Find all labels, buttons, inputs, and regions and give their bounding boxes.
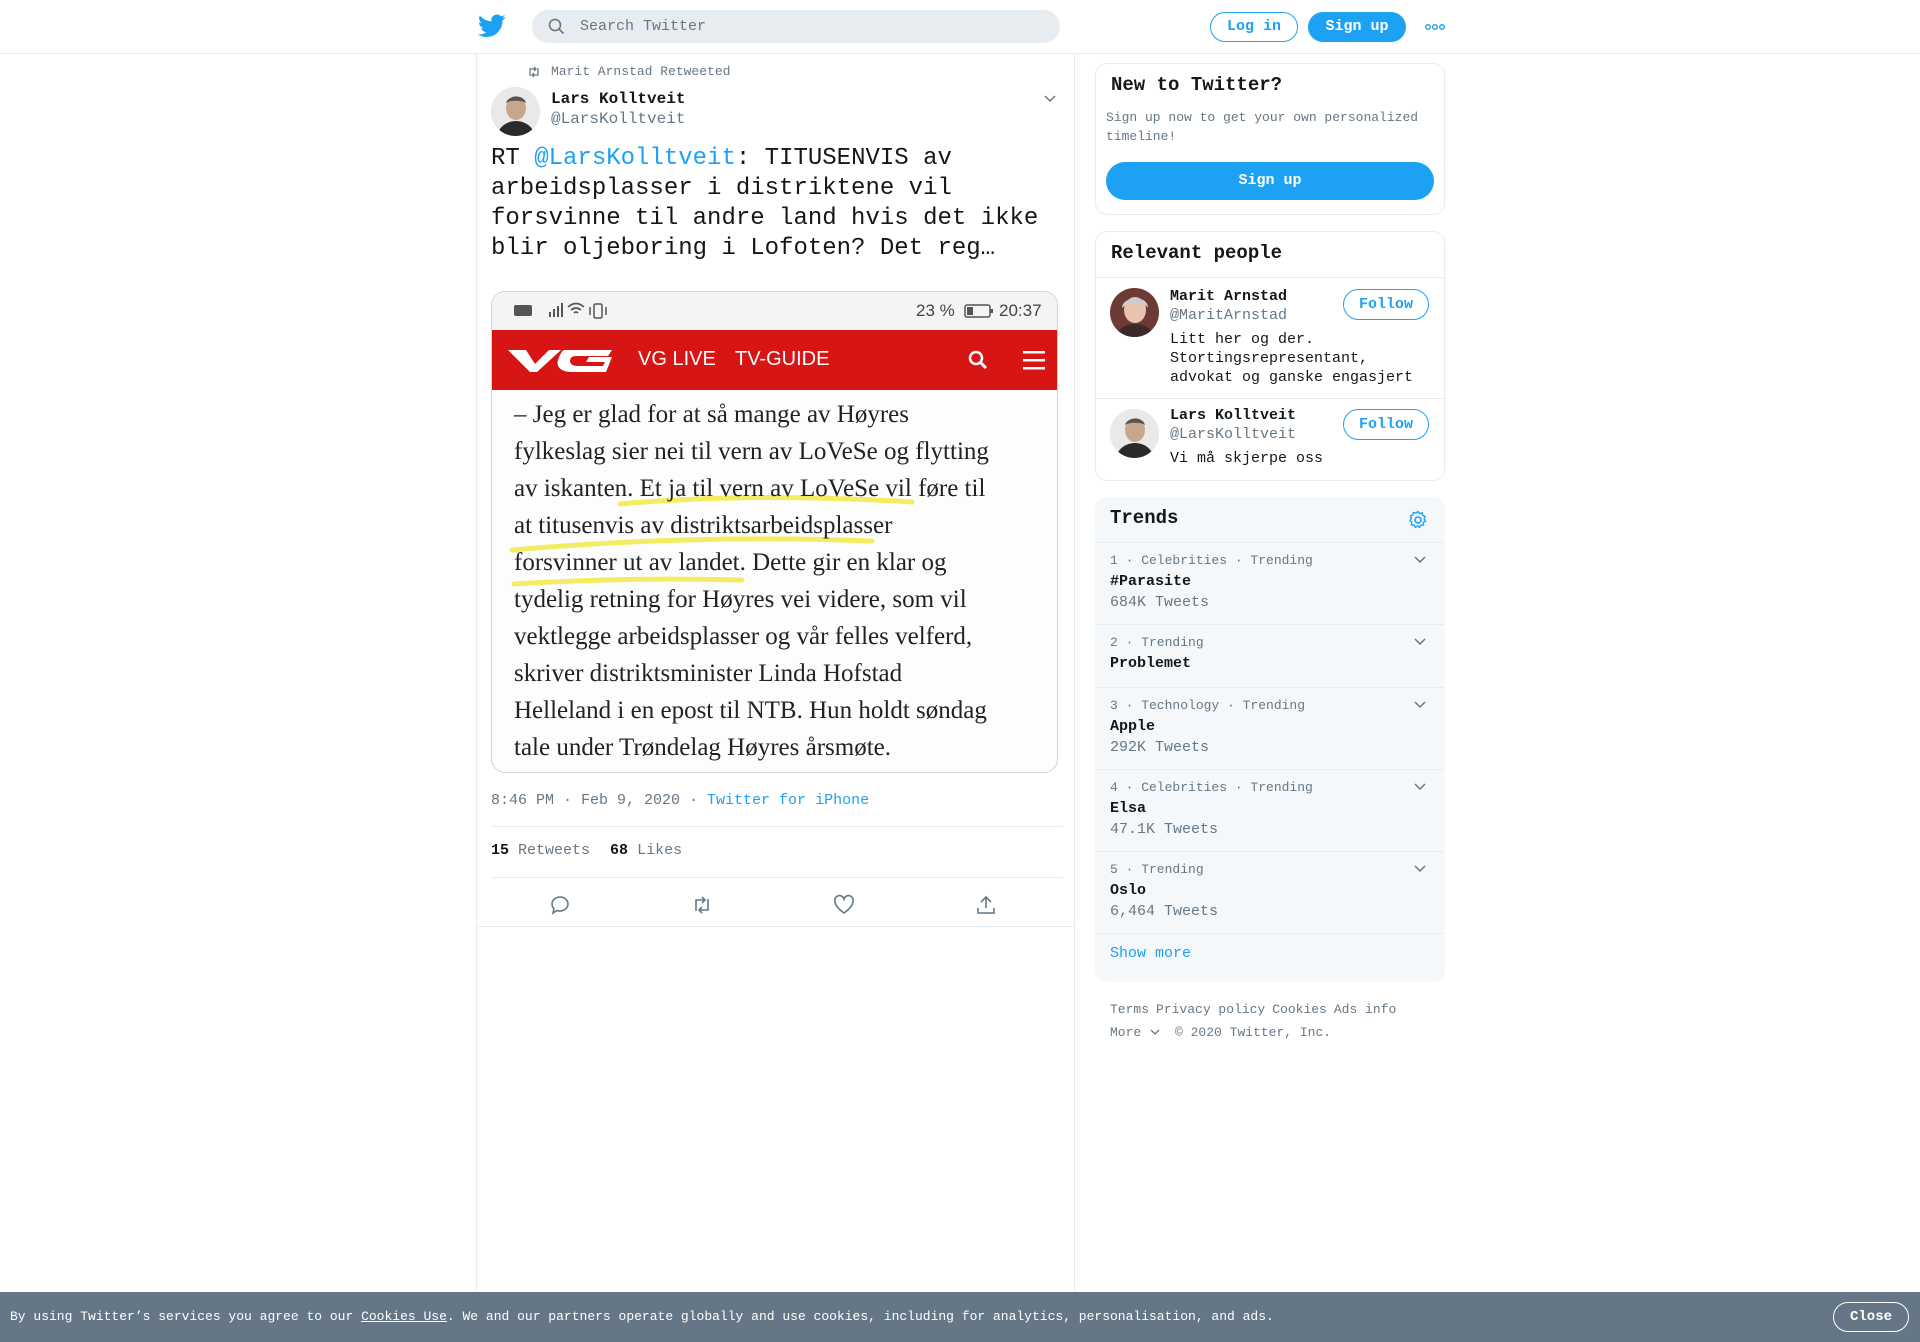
person-item[interactable] [1096, 278, 1444, 398]
article-line: forsvinner ut av landet. Dette gir en klar og [514, 549, 947, 576]
chevron-down-icon [1150, 1028, 1160, 1036]
tweet-source-link[interactable]: Twitter for iPhone [707, 792, 870, 809]
trend-item[interactable] [1095, 542, 1445, 624]
phone-clock: 20:37 [999, 301, 1042, 320]
retweets-label: Retweets [518, 842, 591, 859]
new-to-twitter-card [1095, 63, 1445, 215]
twitter-logo-icon[interactable] [478, 14, 506, 38]
article-line: tale under Trøndelag Høyres årsmøte. [514, 734, 892, 761]
person-bio: Vi må skjerpe oss [1170, 450, 1324, 467]
reply-icon[interactable] [549, 894, 571, 916]
vg-live-link: VG LIVE [638, 348, 716, 370]
author-name[interactable]: Lars Kolltveit [551, 90, 686, 108]
follow-button[interactable]: Follow [1343, 409, 1429, 440]
share-icon[interactable] [975, 894, 997, 916]
signup-card-title: New to Twitter? [1111, 74, 1283, 96]
person-avatar[interactable] [1110, 409, 1159, 458]
footer-copyright: © 2020 Twitter, Inc. [1175, 1025, 1332, 1040]
trend-item[interactable] [1095, 624, 1445, 687]
tweet-actions [491, 884, 1063, 924]
trend-name[interactable]: Oslo [1110, 882, 1147, 899]
search-box[interactable] [532, 10, 1060, 43]
signup-button[interactable]: Sign up [1308, 12, 1406, 42]
relevant-people-card [1095, 231, 1445, 481]
tweet-mention-link[interactable]: @LarsKolltveit [534, 145, 736, 172]
more-options-icon[interactable] [1424, 20, 1446, 34]
divider [477, 926, 1074, 927]
tweet-stats [491, 842, 682, 859]
trend-item[interactable] [1095, 851, 1445, 933]
trend-count: 47.1K Tweets [1110, 821, 1219, 838]
author-avatar[interactable] [491, 87, 540, 136]
divider [491, 877, 1063, 878]
person-name[interactable]: Lars Kolltveit [1170, 407, 1297, 424]
signup-card-button[interactable]: Sign up [1106, 162, 1434, 200]
retweet-small-icon [527, 66, 541, 78]
footer-cookies-link[interactable]: Cookies [1272, 1002, 1327, 1017]
trend-name[interactable]: #Parasite [1110, 573, 1192, 590]
chevron-down-icon[interactable] [1413, 864, 1427, 874]
article-line: av iskanten. Et ja til vern av LoVeSe vil føre til [514, 475, 986, 502]
footer-terms-link[interactable]: Terms [1110, 1002, 1150, 1017]
retweets-count: 15 [491, 842, 510, 859]
cookie-consent-bar [0, 1292, 1920, 1342]
trend-meta: 3 · Technology · Trending [1110, 698, 1306, 713]
show-more-link[interactable]: Show more [1110, 945, 1192, 962]
retweeted-by-text[interactable]: Marit Arnstad Retweeted [551, 64, 731, 79]
trend-meta: 5 · Trending [1110, 862, 1204, 877]
author-handle[interactable]: @LarsKolltveit [551, 110, 686, 128]
trend-count: 6,464 Tweets [1110, 903, 1219, 920]
article-line: Helleland i en epost til NTB. Hun holdt søndag [514, 697, 987, 724]
retweet-icon[interactable] [691, 894, 713, 916]
divider [491, 826, 1063, 827]
footer-ads-link[interactable]: Ads info [1333, 1002, 1397, 1017]
person-name[interactable]: Marit Arnstad [1170, 288, 1288, 305]
cookie-text-before: By using Twitter’s services you agree to our [10, 1309, 362, 1324]
chevron-down-icon[interactable] [1043, 94, 1057, 104]
trend-name[interactable]: Problemet [1110, 655, 1192, 672]
footer-more-label: More [1110, 1025, 1142, 1040]
chevron-down-icon[interactable] [1413, 700, 1427, 710]
tweet-text [491, 144, 1051, 264]
trend-item[interactable] [1095, 769, 1445, 851]
retweet-context [527, 64, 730, 79]
trends-title: Trends [1110, 507, 1179, 529]
like-icon[interactable] [833, 894, 855, 916]
tweet-time-text[interactable]: 8:46 PM · Feb 9, 2020 · [491, 792, 708, 809]
cookies-use-link[interactable]: Cookies Use [361, 1309, 447, 1324]
article-line: at titusenvis av distriktsarbeidsplasser [514, 512, 893, 539]
footer-links [1110, 998, 1440, 1044]
tweet-media-image[interactable] [491, 291, 1058, 773]
trend-meta: 4 · Celebrities · Trending [1110, 780, 1313, 795]
tweet-text-prefix: RT [491, 145, 535, 172]
trend-name[interactable]: Apple [1110, 718, 1156, 735]
signup-card-text: Sign up now to get your own personalized timeline! [1106, 110, 1419, 144]
login-button[interactable]: Log in [1210, 12, 1298, 42]
trends-card [1095, 497, 1445, 982]
trend-count: 684K Tweets [1110, 594, 1210, 611]
footer-more-link[interactable] [1110, 1025, 1160, 1040]
article-line: vektlegge arbeidsplasser og vår felles velferd, [514, 623, 973, 650]
person-avatar[interactable] [1110, 288, 1159, 337]
chevron-down-icon[interactable] [1413, 555, 1427, 565]
battery-percent: 23 % [916, 301, 955, 320]
article-line: fylkeslag sier nei til vern av LoVeSe og flytting [514, 438, 989, 465]
trend-name[interactable]: Elsa [1110, 800, 1147, 817]
tweet-timestamp [491, 792, 869, 809]
footer-privacy-link[interactable]: Privacy policy [1156, 1002, 1266, 1017]
article-line: skriver distriktsminister Linda Hofstad [514, 660, 903, 687]
person-handle[interactable]: @MaritArnstad [1170, 307, 1288, 324]
tweet-text-body: : TITUSENVIS av arbeidsplasser i distriktene vil forsvinne til andre land hvis det ikke blir oljeboring i Lofoten? Det reg… [491, 145, 1039, 262]
trend-meta: 1 · Celebrities · Trending [1110, 553, 1313, 568]
follow-button[interactable]: Follow [1343, 289, 1429, 320]
likes-count: 68 [610, 842, 629, 859]
person-item[interactable] [1096, 399, 1444, 479]
gear-icon[interactable] [1408, 510, 1428, 530]
article-line: – Jeg er glad for at så mange av Høyres [514, 401, 909, 428]
trend-count: 292K Tweets [1110, 739, 1210, 756]
chevron-down-icon[interactable] [1413, 782, 1427, 792]
person-bio: Litt her og der. Stortingsrepresentant, advokat og ganske engasjert [1170, 331, 1414, 386]
search-input[interactable] [580, 10, 1040, 43]
search-icon [548, 18, 565, 35]
cookie-text [10, 1309, 1274, 1324]
top-navigation-bar [0, 0, 1920, 54]
trend-meta: 2 · Trending [1110, 635, 1204, 650]
article-line: tydelig retning for Høyres vei videre, som vil [514, 586, 967, 613]
person-handle[interactable]: @LarsKolltveit [1170, 426, 1297, 443]
cookie-close-button[interactable]: Close [1833, 1302, 1909, 1332]
trend-item[interactable] [1095, 687, 1445, 769]
retweets-stat[interactable] [491, 842, 590, 859]
cookie-text-after: . We and our partners operate globally and use cookies, including for analytics, personalisation, and ads. [446, 1309, 1274, 1324]
tweet-column [476, 54, 1075, 1292]
divider [1095, 933, 1445, 934]
likes-label: Likes [637, 842, 683, 859]
chevron-down-icon[interactable] [1413, 637, 1427, 647]
likes-stat[interactable] [610, 842, 682, 859]
article-text [514, 396, 1044, 766]
relevant-people-title: Relevant people [1111, 242, 1283, 264]
vg-tvguide-link: TV-GUIDE [735, 348, 830, 370]
